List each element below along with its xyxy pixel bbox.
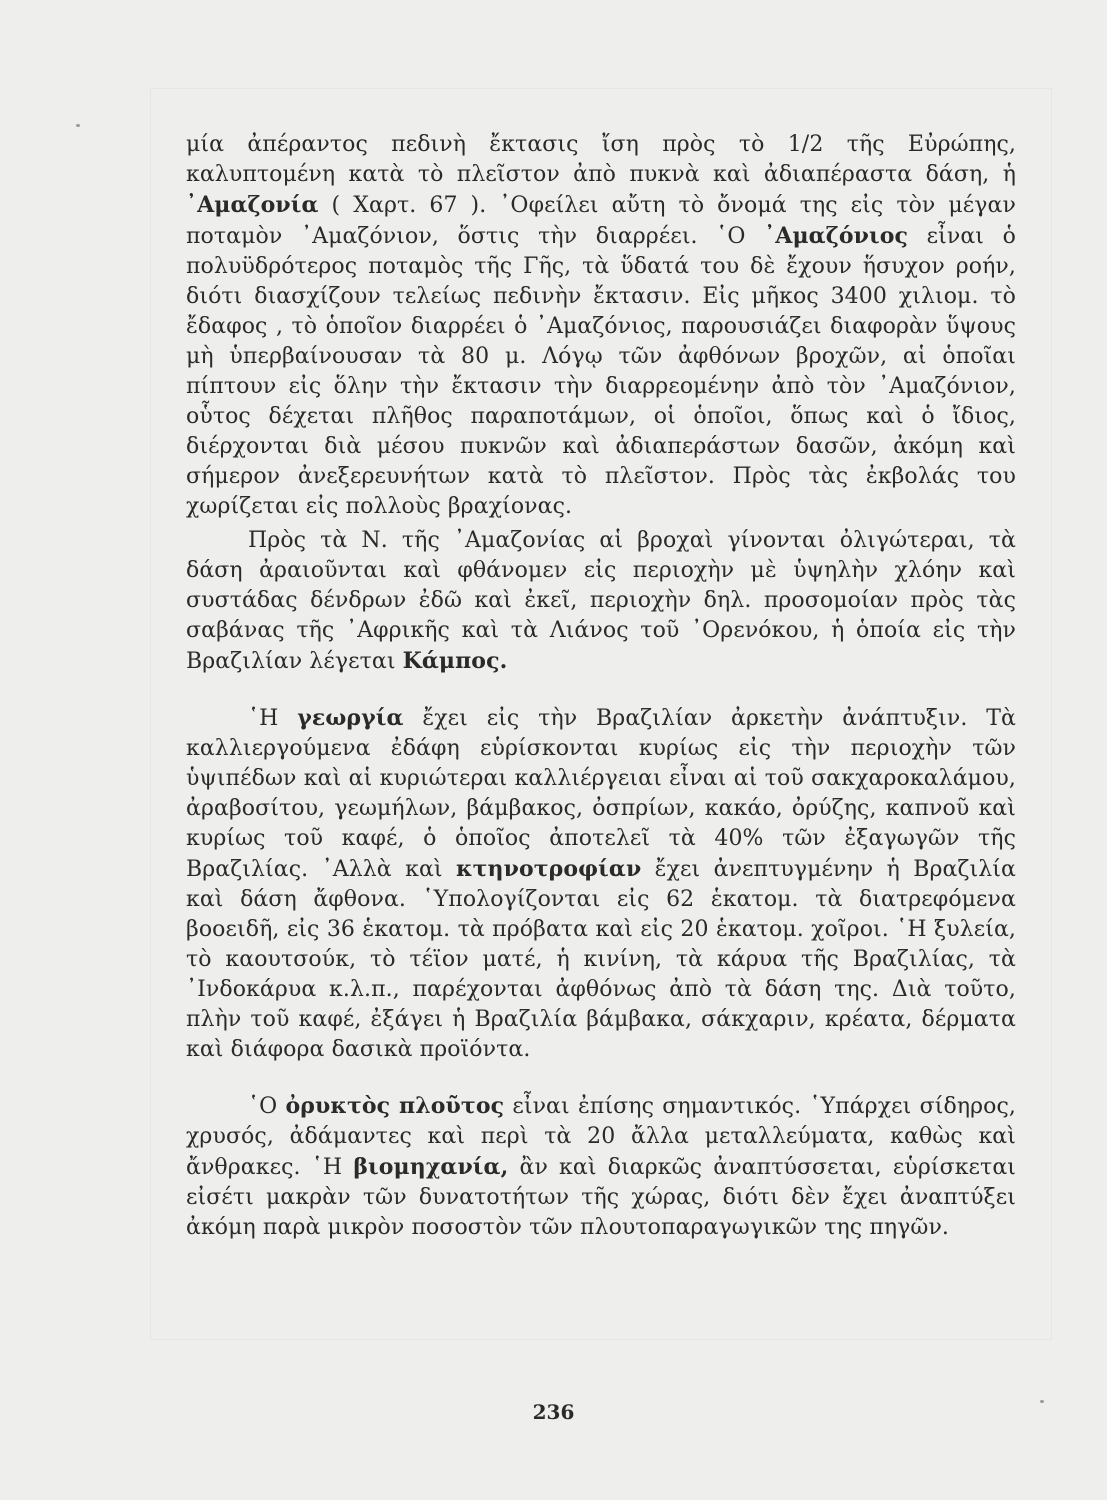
body-text: [186, 130, 1016, 1243]
text-run: ῾Ο: [248, 1094, 286, 1119]
text-run: ῾Η: [248, 706, 298, 731]
scan-speck: [1040, 1400, 1044, 1403]
bold-term-oryktos-ploutos: ὀρυκτὸς πλοῦτος: [285, 1093, 505, 1119]
bold-term-viomihania: βιομηχανία,: [353, 1154, 509, 1180]
paragraph-minerals: [186, 1091, 1016, 1243]
text-run: Πρὸς τὰ Ν. τῆς ᾿Αμαζονίας αἱ βροχαὶ γίνονται ὀλιγώτεραι, τὰ δάση ἀραιοῦνται καὶ φθάνομεν εἰς περιοχὴν μὲ ὑψηλὴν χλόην καὶ συστάδας δένδρων ἐδῶ καὶ ἐκεῖ, περιοχὴν δηλ. προσομοίαν πρὸς τὰς σαβάνας τῆς ᾿Αφρικῆς καὶ τὰ Λιάνος τοῦ ᾿Ορενόκου, ἡ ὁποία εἰς τὴν Βραζιλίαν λέγεται: [186, 528, 1016, 674]
bold-term-amazonia: ᾿Αμαζονία: [186, 192, 319, 218]
text-run: ( Χαρτ. 67 ). ᾿Οφείλει αὔτη τὸ ὄνομά της εἰς τὸν μέγαν ποταμὸν ᾿Αμαζόνιον, ὅστις τὴν διαρρέει. ῾Ο: [186, 193, 1016, 249]
paragraph-agriculture: [186, 703, 1016, 1065]
page-number: 236: [532, 1400, 575, 1424]
text-run: μία ἀπέραντος πεδινὴ ἔκτασις ἴση πρὸς τὸ 1/2 τῆς Εὐρώπης, καλυπτομένη κατὰ τὸ πλεῖστον ἀπὸ πυκνὰ καὶ ἀδιαπέραστα δάση, ἡ: [186, 132, 1016, 187]
bold-term-amazonios: ᾿Αμαζόνιος: [764, 223, 908, 249]
text-run: ἔχει εἰς τὴν Βραζιλίαν ἀρκετὴν ἀνάπτυξιν. Τὰ καλλιεργούμενα ἐδάφη εὑρίσκονται κυρίως εἰς τὴν περιοχὴν τῶν ὑψιπέδων καὶ αἱ κυριώτεραι καλλιέργειαι εἶναι αἱ τοῦ σακχαροκαλάμου, ἀραβοσίτου, γεωμήλων, βάμβακος, ὀσπρίων, κακάο, ὀρύζης, καπνοῦ καὶ κυρίως τοῦ καφέ, ὁ ὁποῖος ἀποτελεῖ τὰ 40% τῶν ἐξαγωγῶν τῆς Βραζιλίας. ᾿Αλλὰ καὶ: [186, 706, 1016, 882]
bold-term-georgia: γεωργία: [297, 705, 404, 731]
text-run: ἂν καὶ διαρκῶς ἀναπτύσσεται, εὑρίσκεται εἰσέτι μακρὰν τῶν δυνατοτήτων τῆς χώρας, διότι δὲν ἔχει ἀναπτύξει ἀκόμη παρὰ μικρὸν ποσοστὸν τῶν πλουτοπαραγωγικῶν της πηγῶν.: [186, 1155, 1017, 1240]
scan-speck: [76, 124, 80, 127]
paragraph-campos: [186, 526, 1016, 677]
text-run: εἶναι ὁ πολυϋδρότερος ποταμὸς τῆς Γῆς, τὰ ὕδατά του δὲ ἔχουν ἥσυχον ροήν, διότι διασχίζουν τελείως πεδινὴν ἔκτασιν. Εἰς μῆκος 3400 χιλιομ. τὸ ἔδαφος , τὸ ὁποῖον διαρρέει ὁ ᾿Αμαζόνιος, παρουσιάζει διαφορὰν ὕψους μὴ ὑπερβαίνουσαν τὰ 80 μ. Λόγῳ τῶν ἀφθόνων βροχῶν, αἱ ὁποῖαι πίπτουν εἰς ὅλην τὴν ἔκτασιν τὴν διαρρεομένην ἀπὸ τὸν ᾿Αμαζόνιον, οὗτος δέχεται πλῆθος παραποτάμων, οἱ ὁποῖοι, ὅπως καὶ ὁ ἴδιος, διέρχονται διὰ μέσου πυκνῶν καὶ ἀδιαπεράστων δασῶν, ἀκόμη καὶ σήμερον ἀνεξερευνήτων κατὰ τὸ πλεῖστον. Πρὸς τὰς ἐκβολάς του χωρίζεται εἰς πολλοὺς βραχίονας.: [186, 224, 1016, 519]
text-run: ἔχει ἀνεπτυγμένην ἡ Βραζιλία καὶ δάση ἄφθονα. ῾Υπολογίζονται εἰς 62 ἑκατομ. τὰ διατρεφόμενα βοοειδῆ, εἰς 36 ἑκατομ. τὰ πρόβατα καὶ εἰς 20 ἑκατομ. χοῖροι. ῾Η ξυλεία, τὸ καουτσούκ, τὸ τέϊον ματέ, ἡ κινίνη, τὰ κάρυα τῆς Βραζιλίας, τὰ ᾿Ινδοκάρυα κ.λ.π., παρέχονται ἀφθόνως ἀπὸ τὰ δάση της. Διὰ τοῦτο, πλὴν τοῦ καφέ, ἐξάγει ἡ Βραζιλία βάμβακα, σάκχαριν, κρέατα, δέρματα καὶ διάφορα δασικὰ προϊόντα.: [186, 857, 1016, 1062]
paragraph-amazonia: [186, 130, 1016, 522]
bold-term-ktinotrofia: κτηνοτροφίαν: [456, 856, 642, 882]
text-run: εἶναι ἐπίσης σημαντικός. ῾Υπάρχει σίδηρος, χρυσός, ἀδάμαντες καὶ περὶ τὰ 20 ἄλλα μεταλλεύματα, καθὼς καὶ ἄνθρακες. ῾Η: [186, 1094, 1016, 1180]
bold-term-kampos: Κάμπος.: [402, 648, 508, 674]
